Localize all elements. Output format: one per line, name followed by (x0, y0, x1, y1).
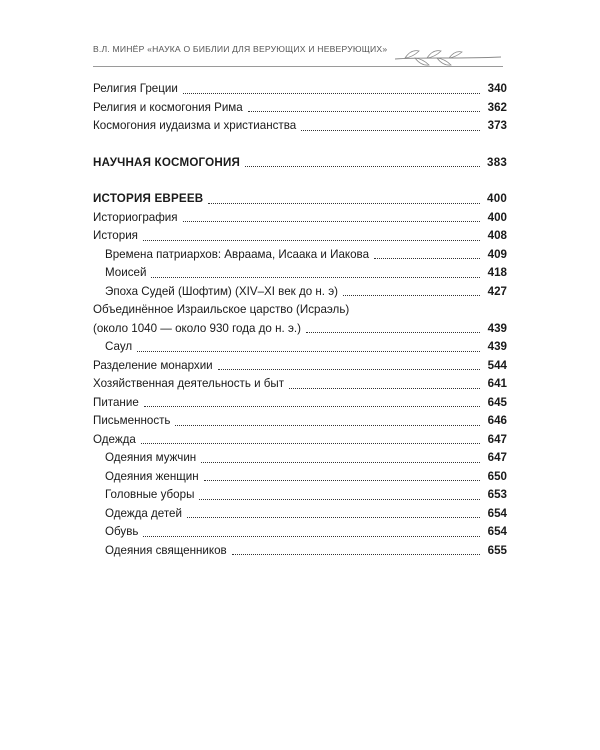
header-rule (93, 66, 503, 67)
toc-entry-page: 418 (487, 266, 507, 279)
dot-leader (232, 553, 480, 555)
toc-entry (93, 394, 507, 413)
toc-entry-page: 654 (487, 525, 507, 538)
toc-entry-page: 646 (487, 414, 507, 427)
dot-leader (143, 535, 480, 537)
toc-entry-page: 655 (487, 543, 507, 557)
toc-entry-page: 641 (487, 377, 507, 390)
toc-subentry (93, 505, 507, 524)
toc-subentry (93, 468, 507, 487)
toc-entry-title: Хозяйственная деятельность и быт (93, 377, 285, 390)
toc-entry-title: Моисей (105, 266, 147, 279)
toc-entry-title: Религия Греции (93, 82, 178, 95)
toc-entry-title: История (93, 229, 138, 242)
dot-leader (137, 350, 480, 352)
toc-section-heading (93, 154, 507, 173)
toc-entry (93, 320, 507, 339)
toc-entry-page: 654 (487, 506, 507, 520)
dot-leader (208, 202, 480, 204)
toc-entry-title: Одеяния мужчин (105, 451, 197, 464)
toc-entry-title: Питание (93, 395, 139, 409)
toc-entry-page: 650 (487, 469, 507, 483)
toc-entry-page: 400 (487, 192, 507, 205)
dot-leader (141, 442, 480, 444)
dot-leader (218, 368, 480, 370)
dot-leader (183, 92, 480, 94)
toc-subentry (93, 246, 507, 265)
toc-entry-page: 373 (487, 119, 507, 132)
dot-leader (306, 331, 480, 333)
toc-subentry (93, 486, 507, 505)
toc-entry (93, 412, 507, 431)
toc-entry-page: 362 (487, 100, 507, 114)
dot-leader (374, 257, 480, 259)
toc-entry-page: 400 (487, 210, 507, 224)
dot-leader (204, 479, 480, 481)
dot-leader (289, 387, 480, 389)
toc-entry-title: (около 1040 — около 930 года до н. э.) (93, 321, 301, 335)
dot-leader (183, 220, 480, 222)
toc-entry-title: Письменность (93, 414, 171, 427)
toc-subentry (93, 523, 507, 542)
toc-entry-page: 647 (487, 451, 507, 464)
toc-entry-title: Головные уборы (105, 488, 195, 501)
toc-entry-title: Эпоха Судей (Шофтим) (XIV–XI век до н. э) (105, 284, 339, 298)
dot-leader (151, 276, 480, 278)
table-of-contents (93, 80, 507, 560)
toc-subentry (93, 449, 507, 468)
toc-entry-page: 439 (487, 340, 507, 353)
toc-subentry (93, 542, 507, 561)
toc-section-heading (93, 190, 507, 209)
toc-entry-title: Времена патриархов: Авраама, Исаака и Иакова (105, 247, 370, 261)
spacer (93, 172, 507, 190)
toc-entry-page: 409 (487, 247, 507, 261)
toc-subentry (93, 283, 507, 302)
toc-entry-title: Объединённое Израильское царство (Исраэль) (93, 303, 350, 316)
dot-leader (343, 294, 480, 296)
spacer (93, 136, 507, 154)
dot-leader (199, 498, 480, 500)
toc-entry-line (93, 301, 507, 320)
dot-leader (301, 129, 480, 131)
dot-leader (143, 239, 480, 241)
dot-leader (245, 165, 480, 167)
toc-entry-title: Религия и космогония Рима (93, 100, 243, 114)
toc-entry-page: 439 (487, 321, 507, 335)
toc-entry (93, 431, 507, 450)
toc-entry-page: 383 (487, 155, 507, 169)
toc-entry (93, 375, 507, 394)
dot-leader (187, 516, 480, 518)
toc-entry-title: Обувь (105, 525, 139, 538)
toc-entry-title: Разделение монархии (93, 358, 213, 372)
toc-entry (93, 209, 507, 228)
toc-entry-title: Историография (93, 210, 178, 224)
dot-leader (175, 424, 480, 426)
toc-entry-title: Одежда детей (105, 506, 182, 520)
running-header (93, 40, 503, 60)
toc-entry-title: Одеяния священников (105, 543, 227, 557)
dot-leader (248, 110, 480, 112)
toc-entry (93, 357, 507, 376)
toc-entry-title: Саул (105, 340, 133, 353)
toc-entry (93, 99, 507, 118)
toc-entry-page: 340 (487, 82, 507, 95)
toc-entry-title: Одеяния женщин (105, 469, 199, 483)
toc-entry (93, 117, 507, 136)
toc-entry (93, 227, 507, 246)
toc-entry-page: 427 (487, 284, 507, 298)
dot-leader (201, 461, 480, 463)
toc-entry-page: 647 (487, 432, 507, 446)
toc-entry-title: НАУЧНАЯ КОСМОГОНИЯ (93, 155, 241, 169)
toc-entry-page: 544 (487, 358, 507, 372)
toc-entry-page: 653 (487, 488, 507, 501)
toc-entry-page: 408 (487, 229, 507, 242)
toc-subentry (93, 264, 507, 283)
dot-leader (144, 405, 480, 407)
toc-entry (93, 80, 507, 99)
running-title: В.Л. МИНЁР «НАУКА О БИБЛИИ ДЛЯ ВЕРУЮЩИХ И НЕВЕРУЮЩИХ» (93, 44, 388, 54)
toc-entry-title: ИСТОРИЯ ЕВРЕЕВ (93, 192, 204, 205)
toc-entry-title: Одежда (93, 432, 136, 446)
toc-entry-title: Космогония иудаизма и христианства (93, 119, 297, 132)
toc-subentry (93, 338, 507, 357)
toc-entry-page: 645 (487, 395, 507, 409)
